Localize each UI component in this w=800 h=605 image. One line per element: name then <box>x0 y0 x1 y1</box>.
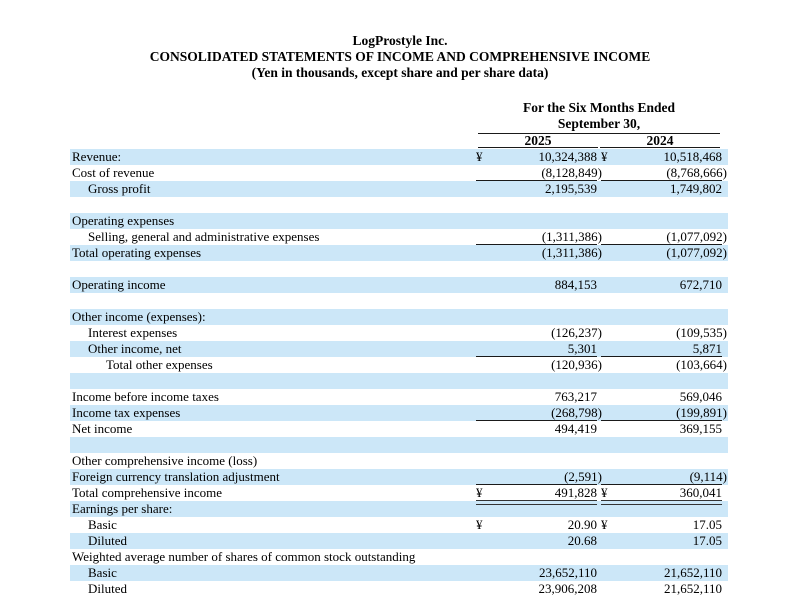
yen-symbol-2025: ¥ <box>476 517 483 532</box>
value-2024: 360,041 <box>679 485 722 500</box>
yen-symbol-2024 <box>601 565 623 581</box>
value-group-2025 <box>476 309 597 325</box>
yen-symbol-2025 <box>476 389 498 405</box>
company-name: LogProstyle Inc. <box>352 33 448 48</box>
value-2025: 884,153 <box>554 277 597 292</box>
table-row <box>70 565 728 581</box>
value-group-2024 <box>601 261 722 277</box>
row-label: Net income <box>72 421 133 436</box>
yen-symbol-2025 <box>476 581 498 597</box>
yen-symbol-2024 <box>601 453 623 469</box>
value-2025 <box>498 293 597 309</box>
table-row <box>70 357 728 373</box>
yen-symbol-2024 <box>601 437 623 453</box>
row-label: Cost of revenue <box>72 165 155 180</box>
table-row <box>70 469 728 485</box>
yen-symbol-2024 <box>601 325 623 341</box>
value-group-2024 <box>601 485 722 501</box>
table-row <box>70 341 728 357</box>
row-label: Selling, general and administrative expenses <box>88 229 320 244</box>
value-2024: (9,114) <box>689 469 727 484</box>
yen-symbol-2024 <box>601 261 623 277</box>
table-rows <box>70 149 728 597</box>
row-label: Total other expenses <box>106 357 213 372</box>
value-group-2024 <box>601 341 722 357</box>
value-group-2024 <box>601 501 722 517</box>
yen-symbol-2025 <box>476 229 498 245</box>
yen-symbol-2025 <box>476 165 498 181</box>
value-group-2025 <box>476 277 597 293</box>
value-group-2024 <box>601 245 727 261</box>
yen-symbol-2025 <box>476 261 498 277</box>
value-group-2025 <box>476 565 597 581</box>
value-2025: 2,195,539 <box>545 181 597 196</box>
value-2024: 21,652,110 <box>663 565 722 580</box>
statement-subtitle: (Yen in thousands, except share and per share data) <box>251 65 549 80</box>
table-row <box>70 245 728 261</box>
yen-symbol-2025 <box>476 469 498 485</box>
yen-symbol-2024 <box>601 389 623 405</box>
row-label: Earnings per share: <box>72 501 173 516</box>
value-group-2025 <box>476 181 597 197</box>
document-header <box>0 33 800 81</box>
table-row <box>70 181 728 197</box>
value-group-2025 <box>476 261 597 277</box>
yen-symbol-2025 <box>476 405 498 421</box>
value-group-2024 <box>601 565 722 581</box>
value-2025 <box>498 501 597 517</box>
value-group-2025 <box>476 485 597 501</box>
row-label <box>70 261 476 277</box>
yen-symbol-2025: ¥ <box>476 149 483 164</box>
value-2024 <box>623 309 722 325</box>
value-group-2024 <box>601 581 722 597</box>
value-2025: (1,311,386) <box>541 245 602 260</box>
row-label: Basic <box>88 565 117 580</box>
value-group-2024 <box>601 357 727 373</box>
period-header-line1: For the Six Months Ended <box>522 100 676 115</box>
yen-symbol-2025 <box>476 293 498 309</box>
value-group-2025 <box>476 469 602 485</box>
value-group-2024 <box>601 453 722 469</box>
value-2025 <box>498 373 597 389</box>
row-label: Diluted <box>88 533 127 548</box>
table-row <box>70 293 728 309</box>
yen-symbol-2025 <box>476 357 498 373</box>
value-group-2025 <box>476 453 597 469</box>
table-row <box>70 421 728 437</box>
table-row <box>70 389 728 405</box>
value-2024 <box>623 453 722 469</box>
value-2024: 5,871 <box>692 341 722 356</box>
row-label <box>70 373 476 389</box>
row-label: Operating expenses <box>72 213 175 228</box>
value-2025: 23,652,110 <box>538 565 597 580</box>
yen-symbol-2025 <box>476 437 498 453</box>
value-group-2025 <box>476 389 597 405</box>
value-2025: 494,419 <box>554 421 597 436</box>
yen-symbol-2024: ¥ <box>601 485 608 500</box>
yen-symbol-2024 <box>601 373 623 389</box>
table-row <box>70 261 728 277</box>
value-group-2024 <box>601 165 727 181</box>
yen-symbol-2025 <box>476 565 498 581</box>
value-group-2024 <box>601 437 722 453</box>
table-row <box>70 229 728 245</box>
value-group-2025 <box>476 293 597 309</box>
value-group-2025 <box>476 341 597 357</box>
yen-symbol-2025: ¥ <box>476 485 483 500</box>
table-row <box>70 197 728 213</box>
value-group-2025 <box>476 149 597 165</box>
value-2025: 20.90 <box>567 517 597 532</box>
table-row <box>70 501 728 517</box>
yen-symbol-2025 <box>476 197 498 213</box>
value-2025 <box>498 197 597 213</box>
yen-symbol-2025 <box>476 213 498 229</box>
yen-symbol-2024 <box>601 501 623 517</box>
value-group-2024 <box>601 213 722 229</box>
table-row <box>70 549 728 565</box>
yen-symbol-2025 <box>476 277 498 293</box>
table-row <box>70 309 728 325</box>
value-2024: 369,155 <box>679 421 722 436</box>
value-group-2024 <box>601 533 722 549</box>
value-2024 <box>623 437 722 453</box>
yen-symbol-2025 <box>476 373 498 389</box>
row-label: Other comprehensive income (loss) <box>72 453 258 468</box>
yen-symbol-2024: ¥ <box>601 517 608 532</box>
yen-symbol-2025 <box>476 309 498 325</box>
column-header-2024: 2024 <box>600 134 720 148</box>
value-2025: (120,936) <box>551 357 602 372</box>
value-2025 <box>498 549 597 565</box>
row-label: Other income (expenses): <box>72 309 206 324</box>
table-row <box>70 533 728 549</box>
yen-symbol-2025 <box>476 341 498 357</box>
value-group-2025 <box>476 165 602 181</box>
value-2024: (1,077,092) <box>666 245 727 260</box>
value-group-2024 <box>601 405 727 421</box>
value-2024 <box>623 549 722 565</box>
value-2024: (199,891) <box>676 405 727 420</box>
value-2025 <box>498 261 597 277</box>
table-row <box>70 149 728 165</box>
value-group-2024 <box>601 421 722 437</box>
value-group-2025 <box>476 533 597 549</box>
value-group-2024 <box>601 229 727 245</box>
value-2025 <box>498 437 597 453</box>
yen-symbol-2024 <box>601 293 623 309</box>
value-group-2025 <box>476 213 597 229</box>
value-2025: (8,128,849) <box>541 165 602 180</box>
yen-symbol-2025 <box>476 421 498 437</box>
yen-symbol-2025 <box>476 453 498 469</box>
yen-symbol-2025 <box>476 501 498 517</box>
value-group-2025 <box>476 245 602 261</box>
value-group-2024 <box>601 373 722 389</box>
value-2024: 17.05 <box>692 533 722 548</box>
row-label: Basic <box>88 517 117 532</box>
yen-symbol-2024 <box>601 165 623 181</box>
value-group-2024 <box>601 149 722 165</box>
row-label: Diluted <box>88 581 127 596</box>
value-2024: 672,710 <box>679 277 722 292</box>
value-group-2024 <box>601 277 722 293</box>
value-group-2025 <box>476 197 597 213</box>
value-group-2025 <box>476 373 597 389</box>
value-2024 <box>623 213 722 229</box>
value-2024 <box>623 293 722 309</box>
table-row <box>70 277 728 293</box>
value-2024: (1,077,092) <box>666 229 727 244</box>
value-2024 <box>623 373 722 389</box>
yen-symbol-2024 <box>601 549 623 565</box>
table-row <box>70 373 728 389</box>
value-2025: (126,237) <box>551 325 602 340</box>
column-header-2025: 2025 <box>478 134 598 148</box>
value-group-2025 <box>476 325 602 341</box>
row-label <box>70 437 476 453</box>
period-header-block <box>478 100 720 134</box>
row-label: Revenue: <box>72 149 122 164</box>
yen-symbol-2025 <box>476 181 498 197</box>
row-label: Operating income <box>72 277 166 292</box>
value-2025 <box>498 453 597 469</box>
row-label: Income tax expenses <box>72 405 181 420</box>
yen-symbol-2024 <box>601 309 623 325</box>
yen-symbol-2024 <box>601 277 623 293</box>
value-2025 <box>498 309 597 325</box>
value-group-2025 <box>476 437 597 453</box>
value-2025: 10,324,388 <box>538 149 597 164</box>
value-2024: 21,652,110 <box>663 581 722 596</box>
value-group-2024 <box>601 325 727 341</box>
yen-symbol-2024 <box>601 229 623 245</box>
table-row <box>70 325 728 341</box>
table-row <box>70 165 728 181</box>
yen-symbol-2024 <box>601 213 623 229</box>
yen-symbol-2025 <box>476 549 498 565</box>
value-group-2025 <box>476 405 602 421</box>
value-2025: 23,906,208 <box>538 581 597 596</box>
value-2024 <box>623 197 722 213</box>
value-group-2024 <box>601 549 722 565</box>
value-group-2024 <box>601 181 722 197</box>
value-group-2024 <box>601 389 722 405</box>
row-label: Interest expenses <box>88 325 178 340</box>
value-2024: 17.05 <box>692 517 722 532</box>
value-group-2025 <box>476 549 597 565</box>
row-label <box>70 293 476 309</box>
yen-symbol-2024 <box>601 421 623 437</box>
value-group-2024 <box>601 197 722 213</box>
value-group-2025 <box>476 581 597 597</box>
value-2025: 5,301 <box>567 341 597 356</box>
row-label: Weighted average number of shares of common stock outstanding <box>72 549 416 564</box>
row-label: Foreign currency translation adjustment <box>72 469 280 484</box>
value-group-2025 <box>476 517 597 533</box>
value-2024: (103,664) <box>676 357 727 372</box>
value-group-2024 <box>601 293 722 309</box>
yen-symbol-2024 <box>601 357 623 373</box>
value-2025: 763,217 <box>554 389 597 404</box>
row-label <box>70 197 476 213</box>
yen-symbol-2025 <box>476 325 498 341</box>
table-row <box>70 485 728 501</box>
yen-symbol-2024 <box>601 197 623 213</box>
table-row <box>70 405 728 421</box>
statement-title: CONSOLIDATED STATEMENTS OF INCOME AND COMPREHENSIVE INCOME <box>149 49 651 64</box>
yen-symbol-2024 <box>601 245 623 261</box>
value-2024: (8,768,666) <box>666 165 727 180</box>
value-2025: (268,798) <box>551 405 602 420</box>
yen-symbol-2024 <box>601 469 623 485</box>
value-2025: 20.68 <box>567 533 597 548</box>
row-label: Total comprehensive income <box>72 485 222 500</box>
value-2024: 1,749,802 <box>670 181 722 196</box>
value-2024: (109,535) <box>676 325 727 340</box>
yen-symbol-2024 <box>601 533 623 549</box>
value-group-2025 <box>476 357 602 373</box>
yen-symbol-2024 <box>601 405 623 421</box>
value-2024 <box>623 501 722 517</box>
value-2024: 10,518,468 <box>663 149 722 164</box>
row-label: Income before income taxes <box>72 389 219 404</box>
value-group-2025 <box>476 501 597 517</box>
yen-symbol-2024: ¥ <box>601 149 608 164</box>
value-2025: 491,828 <box>554 485 597 500</box>
value-group-2024 <box>601 469 727 485</box>
table-row <box>70 437 728 453</box>
period-header-line2: September 30, <box>557 116 641 131</box>
table-row <box>70 517 728 533</box>
yen-symbol-2024 <box>601 181 623 197</box>
yen-symbol-2025 <box>476 245 498 261</box>
row-label: Other income, net <box>88 341 182 356</box>
value-2024 <box>623 261 722 277</box>
value-group-2025 <box>476 229 602 245</box>
table-row <box>70 213 728 229</box>
table-row <box>70 581 728 597</box>
value-2025: (2,591) <box>564 469 602 484</box>
value-2025 <box>498 213 597 229</box>
value-2025: (1,311,386) <box>541 229 602 244</box>
yen-symbol-2025 <box>476 533 498 549</box>
table-row <box>70 453 728 469</box>
row-label: Total operating expenses <box>72 245 202 260</box>
value-group-2024 <box>601 309 722 325</box>
yen-symbol-2024 <box>601 341 623 357</box>
row-label: Gross profit <box>88 181 151 196</box>
value-group-2025 <box>476 421 597 437</box>
value-2024: 569,046 <box>679 389 722 404</box>
yen-symbol-2024 <box>601 581 623 597</box>
value-group-2024 <box>601 517 722 533</box>
